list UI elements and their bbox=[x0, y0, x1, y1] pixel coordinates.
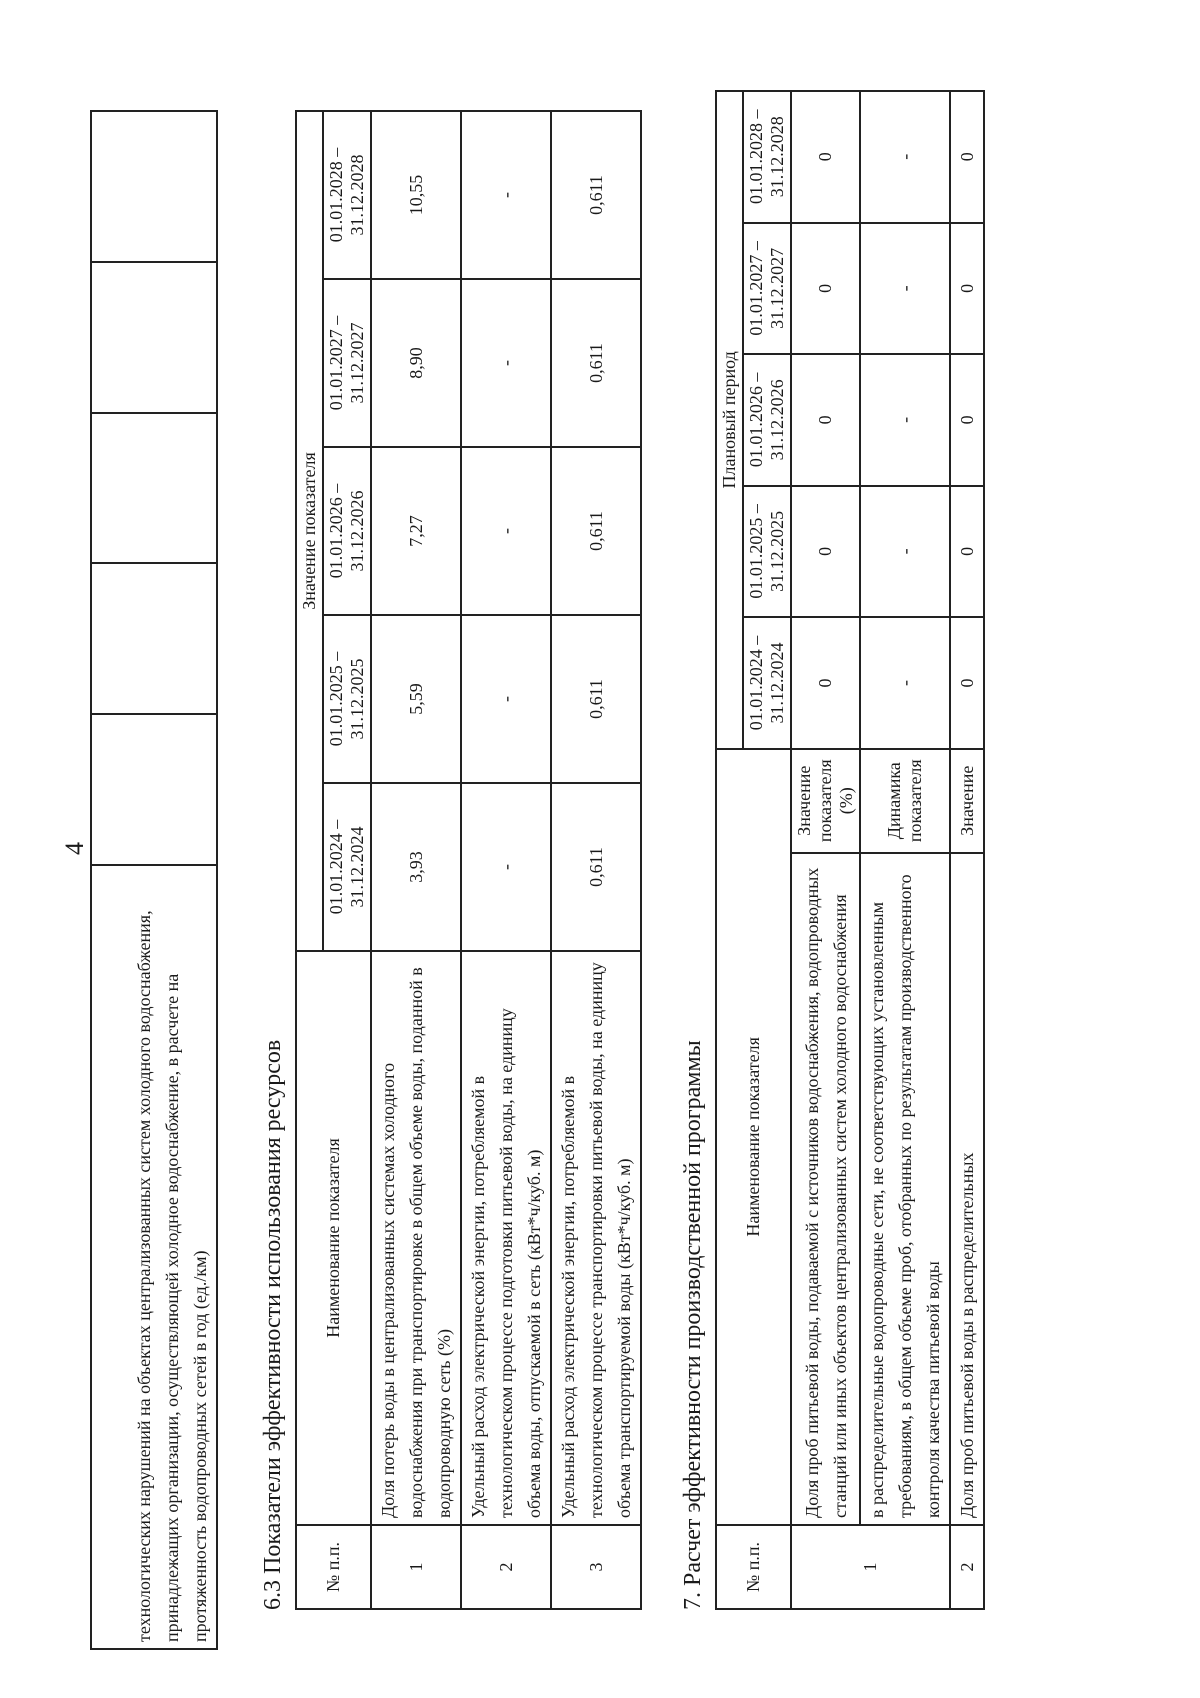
value-cell: 0 bbox=[950, 617, 984, 749]
value-cell: - bbox=[461, 111, 551, 279]
row-subheader: Значение показателя (%) bbox=[791, 749, 860, 853]
column-header-num: № п.п. bbox=[296, 1525, 371, 1609]
table-cell bbox=[91, 714, 217, 865]
value-cell: 0,611 bbox=[551, 783, 641, 951]
period-header: 01.01.2026 – 31.12.2026 bbox=[743, 354, 791, 486]
value-cell: 0 bbox=[950, 486, 984, 618]
period-header: 01.01.2025 – 31.12.2025 bbox=[743, 486, 791, 618]
column-group-value: Значение показателя bbox=[296, 111, 323, 951]
table-row bbox=[950, 91, 984, 1609]
period-header: 01.01.2027 – 31.12.2027 bbox=[323, 279, 371, 447]
value-cell: 0 bbox=[791, 223, 860, 355]
value-cell: 10,55 bbox=[371, 111, 461, 279]
table-cell bbox=[91, 262, 217, 413]
table-header-row bbox=[296, 111, 323, 1609]
value-cell: 7,27 bbox=[371, 447, 461, 615]
value-cell: - bbox=[461, 279, 551, 447]
period-header: 01.01.2024 – 31.12.2024 bbox=[323, 783, 371, 951]
table-row bbox=[860, 91, 950, 1609]
table-cell bbox=[91, 563, 217, 714]
page-number: 4 bbox=[60, 842, 89, 855]
value-cell: 0,611 bbox=[551, 279, 641, 447]
value-cell: - bbox=[860, 617, 950, 749]
value-cell: 5,59 bbox=[371, 615, 461, 783]
value-cell: 0,611 bbox=[551, 615, 641, 783]
column-header-name: Наименование показателя bbox=[296, 951, 371, 1525]
value-cell: 0 bbox=[791, 91, 860, 223]
value-cell: 3,93 bbox=[371, 783, 461, 951]
section-7-title: 7. Расчет эффективности производственной программы bbox=[680, 1040, 706, 1610]
value-cell: 0 bbox=[950, 223, 984, 355]
row-name: Удельный расход электрической энергии, потребляемой в технологическом процессе транспортировки питьевой воды, на единицу объема транспортируемой воды (кВт*ч/куб. м) bbox=[551, 951, 641, 1525]
row-num: 1 bbox=[371, 1525, 461, 1609]
row-num: 3 bbox=[551, 1525, 641, 1609]
value-cell: 0 bbox=[791, 486, 860, 618]
row-name: Доля проб питьевой воды, подаваемой с источников водоснабжения, водопроводных станций или иных объектов централизованных систем холодного водоснабжения bbox=[791, 853, 860, 1525]
table-cell bbox=[91, 111, 217, 262]
column-header-name: Наименование показателя bbox=[716, 749, 791, 1525]
row-name: Доля проб питьевой воды в распределительных bbox=[950, 853, 984, 1525]
row-num: 2 bbox=[461, 1525, 551, 1609]
column-header-num: № п.п. bbox=[716, 1525, 791, 1609]
period-header: 01.01.2027 – 31.12.2027 bbox=[743, 223, 791, 355]
value-cell: 0 bbox=[791, 354, 860, 486]
value-cell: - bbox=[860, 354, 950, 486]
value-cell: 0 bbox=[950, 91, 984, 223]
period-header: 01.01.2025 – 31.12.2025 bbox=[323, 615, 371, 783]
rotated-document-page bbox=[60, 60, 1140, 1650]
program-efficiency-table bbox=[715, 90, 985, 1610]
value-cell: - bbox=[461, 783, 551, 951]
value-cell: - bbox=[860, 486, 950, 618]
fragment-description: технологических нарушений на объектах централизованных систем холодного водоснабжения, принадлежащих организации, осуществляющей холодное водоснабжение, в расчете на протяженность водопроводных сетей в год (ед./км) bbox=[91, 865, 217, 1649]
value-cell: - bbox=[461, 447, 551, 615]
table-row bbox=[91, 111, 217, 1649]
value-cell: - bbox=[461, 615, 551, 783]
table-row bbox=[371, 111, 461, 1609]
table-cell bbox=[91, 413, 217, 564]
value-cell: - bbox=[860, 223, 950, 355]
row-name: в распределительные водопроводные сети, не соответствующих установленным требованиям, в общем объеме проб, отобранных по результатам производственного контроля качества питьевой воды bbox=[860, 853, 950, 1525]
value-cell: 8,90 bbox=[371, 279, 461, 447]
fragment-table bbox=[90, 110, 218, 1650]
period-header: 01.01.2026 – 31.12.2026 bbox=[323, 447, 371, 615]
table-row bbox=[461, 111, 551, 1609]
period-header: 01.01.2028 – 31.12.2028 bbox=[743, 91, 791, 223]
value-cell: 0,611 bbox=[551, 447, 641, 615]
row-name: Доля потерь воды в централизованных системах холодного водоснабжения при транспортировке в общем объеме воды, поданной в водопроводную сеть (%) bbox=[371, 951, 461, 1525]
row-num: 2 bbox=[950, 1525, 984, 1609]
row-subheader: Динамика показателя bbox=[860, 749, 950, 853]
table-header-row bbox=[716, 91, 743, 1609]
section-63-title: 6.3 Показатели эффективности использования ресурсов bbox=[260, 1039, 286, 1610]
period-header: 01.01.2028 – 31.12.2028 bbox=[323, 111, 371, 279]
row-num: 1 bbox=[791, 1525, 950, 1609]
table-row bbox=[791, 91, 860, 1609]
value-cell: 0 bbox=[791, 617, 860, 749]
value-cell: 0,611 bbox=[551, 111, 641, 279]
value-cell: - bbox=[860, 91, 950, 223]
table-row bbox=[551, 111, 641, 1609]
column-group-plan: Плановый период bbox=[716, 91, 743, 749]
value-cell: 0 bbox=[950, 354, 984, 486]
period-header: 01.01.2024 – 31.12.2024 bbox=[743, 617, 791, 749]
row-name: Удельный расход электрической энергии, потребляемой в технологическом процессе подготовки питьевой воды, на единицу объема воды, отпускаемой в сеть (кВт*ч/куб. м) bbox=[461, 951, 551, 1525]
row-subheader: Значение bbox=[950, 749, 984, 853]
resource-efficiency-table bbox=[295, 110, 642, 1610]
